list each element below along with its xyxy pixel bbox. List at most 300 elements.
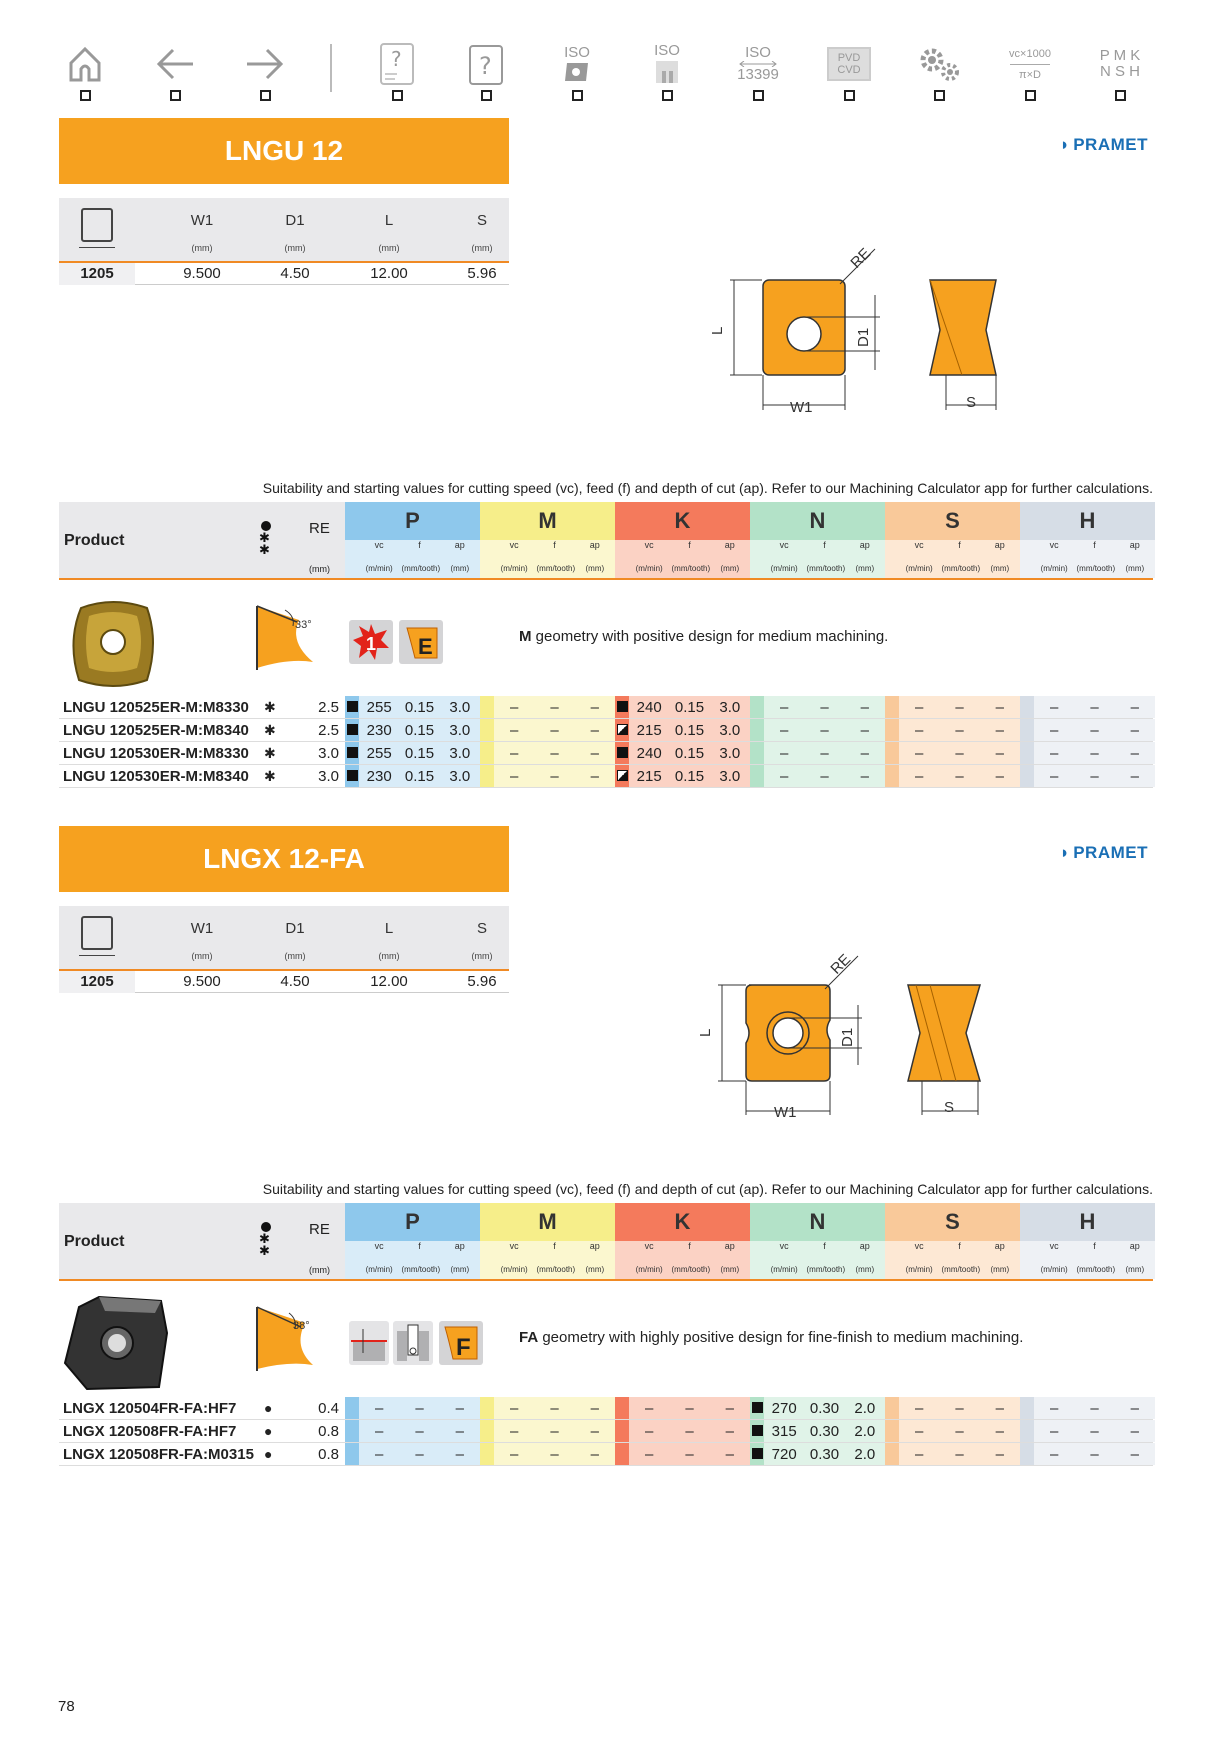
insert-shape-symbol: ✱ (264, 768, 276, 784)
nav-checkbox[interactable] (572, 90, 583, 101)
f-value: – (550, 699, 559, 716)
nav-checkbox[interactable] (80, 90, 91, 101)
cutting-data-p (345, 1397, 480, 1419)
iso-tool-button[interactable] (637, 40, 697, 106)
ap-value: – (1130, 1423, 1139, 1440)
cutting-data-k (615, 742, 750, 764)
pmk-label: P M K (1099, 47, 1141, 64)
f-value: – (955, 1446, 964, 1463)
machining-type-icon (393, 1321, 433, 1365)
sub-column-unit: (mm) (720, 1264, 740, 1274)
vc-value: 230 (366, 722, 392, 739)
sub-column-label: ap (724, 1241, 735, 1251)
label-d1: D1 (839, 1027, 856, 1047)
back-button[interactable] (145, 40, 205, 106)
vc-value: – (374, 1446, 384, 1463)
sub-column-unit: (m/min) (1040, 1264, 1068, 1274)
insert-dimension-icon (81, 208, 113, 242)
coating-button[interactable] (819, 40, 879, 106)
sub-column-unit: (mm/tooth) (941, 1264, 981, 1274)
insert-shape-symbol: ✱ (264, 722, 276, 738)
label-l: L (709, 326, 726, 335)
iso-tool-icon (637, 40, 697, 88)
cutting-data-s (885, 742, 1020, 764)
table-row[interactable] (59, 1420, 1153, 1443)
table-row[interactable] (59, 742, 1153, 765)
sub-column-label: f (823, 540, 826, 550)
ap-value: 3.0 (719, 722, 741, 739)
lead-angle-icon (249, 1303, 329, 1373)
sub-column-unit: (mm/tooth) (806, 563, 846, 573)
sub-column-label: f (418, 1241, 421, 1251)
help-button[interactable] (456, 40, 516, 106)
label-w1: W1 (790, 399, 813, 416)
f-value: – (820, 722, 829, 739)
f-value: – (550, 1400, 559, 1417)
corner-radius: 3.0 (318, 745, 339, 762)
cutting-data-n (750, 696, 885, 718)
sub-column-unit: (mm) (720, 563, 740, 573)
geometry-description: M geometry with positive design for medium machining. (519, 628, 889, 645)
ap-value: 3.0 (449, 722, 471, 739)
primary-suitability-icon (752, 1425, 763, 1436)
primary-suitability-icon (617, 701, 628, 712)
material-group-letter: P (405, 508, 420, 533)
sub-column-unit: (mm/tooth) (1076, 1264, 1116, 1274)
pramet-logo (1059, 135, 1148, 155)
sub-column-label: f (688, 1241, 691, 1251)
material-group-letter: H (1079, 508, 1096, 533)
product-code[interactable]: LNGU 120525ER-M:M8330 (63, 699, 249, 716)
ap-value: – (590, 1400, 599, 1417)
sub-column-label: ap (454, 540, 465, 550)
insert-side-view (930, 280, 996, 375)
cutting-data-s (885, 719, 1020, 741)
iso-label: ISO (654, 42, 680, 59)
re-column-label: RE (309, 520, 330, 537)
cutting-data-p (345, 742, 480, 764)
cutting-data-n (750, 765, 885, 787)
material-group-letter: N (809, 1209, 826, 1234)
cutting-data-n (750, 719, 885, 741)
ap-value: – (1130, 722, 1139, 739)
f-value: – (955, 768, 964, 785)
sub-column-label: ap (859, 540, 870, 550)
primary-suitability-icon (347, 701, 358, 712)
insert-shape-icon (259, 1221, 273, 1262)
sub-column-label: vc (509, 540, 519, 550)
forward-button[interactable] (235, 40, 295, 106)
sub-column-label: vc (779, 1241, 789, 1251)
sub-column-unit: (mm/tooth) (941, 563, 981, 573)
table-row[interactable] (59, 1443, 1153, 1466)
sub-column-unit: (mm) (585, 1264, 605, 1274)
product-info (59, 1283, 1153, 1393)
vc-value: – (644, 1423, 654, 1440)
secondary-suitability-icon (617, 770, 628, 781)
ap-value: 2.0 (854, 1400, 876, 1417)
cvd-label: CVD (837, 64, 861, 76)
sub-column-unit: (mm) (990, 1264, 1010, 1274)
sub-column-label: ap (1129, 540, 1140, 550)
sub-column-unit: (mm/tooth) (536, 1264, 576, 1274)
ap-value: – (1130, 1446, 1139, 1463)
cutting-data-p (345, 765, 480, 787)
sub-column-label: vc (509, 1241, 519, 1251)
geometry-description: FA geometry with highly positive design for fine-finish to medium machining. (519, 1329, 1024, 1346)
dim-col-s: S (mm) (471, 212, 493, 253)
section-title: LNGU 12 (59, 118, 509, 184)
cutting-data-s (885, 765, 1020, 787)
sub-column-unit: (mm/tooth) (671, 1264, 711, 1274)
cutting-data-h (1020, 1443, 1155, 1465)
product-code[interactable]: LNGX 120508FR-FA:M0315 (63, 1446, 254, 1463)
iso-insert-button[interactable] (547, 40, 607, 106)
corner-radius: 2.5 (318, 722, 339, 739)
label-w1: W1 (774, 1104, 797, 1121)
f-value: – (1090, 1423, 1099, 1440)
label-re: RE (827, 950, 855, 978)
cutting-data-m (480, 1420, 615, 1442)
ap-value: – (860, 768, 869, 785)
nav-checkbox[interactable] (1025, 90, 1036, 101)
sub-column-unit: (m/min) (905, 563, 933, 573)
formula-bottom: π×D (1019, 68, 1041, 81)
dimensions-table (59, 906, 509, 993)
material-group-s (885, 502, 1020, 578)
iso-insert-icon (547, 40, 607, 88)
f-value: – (1090, 745, 1099, 762)
sub-column-label: vc (374, 1241, 384, 1251)
sub-column-unit: (m/min) (500, 1264, 528, 1274)
coating-icon (819, 40, 879, 88)
product-code[interactable]: LNGU 120530ER-M:M8340 (63, 768, 249, 785)
pramet-logo (1059, 843, 1148, 863)
material-group-letter: P (405, 1209, 420, 1234)
vc-value: – (509, 1400, 519, 1417)
insert-shape-symbol: ✱ (264, 745, 276, 761)
ap-value: 3.0 (449, 768, 471, 785)
vc-value: 720 (771, 1446, 797, 1463)
label-s: S (944, 1099, 955, 1116)
iso-13399-button[interactable] (728, 40, 788, 106)
sub-column-label: ap (994, 540, 1005, 550)
ap-value: 3.0 (719, 768, 741, 785)
ap-value: – (995, 768, 1004, 785)
ap-value: – (455, 1400, 464, 1417)
corner-radius: 3.0 (318, 768, 339, 785)
f-value: – (415, 1446, 424, 1463)
sub-column-unit: (mm) (450, 563, 470, 573)
vc-value: – (644, 1400, 654, 1417)
f-value: 0.15 (404, 768, 435, 785)
vc-value: – (914, 1423, 924, 1440)
ap-value: – (455, 1423, 464, 1440)
product-table-header (59, 502, 1153, 580)
f-value: 0.15 (674, 699, 705, 716)
ap-value: – (590, 722, 599, 739)
f-value: – (955, 1400, 964, 1417)
material-group-letter: S (945, 508, 960, 533)
pramet-logo-icon: ◗ (1059, 135, 1071, 154)
insert-shape-symbol: ● (264, 1400, 273, 1416)
f-value: – (550, 1423, 559, 1440)
sub-column-label: f (418, 540, 421, 550)
insert-hole (773, 1018, 803, 1048)
product-code[interactable]: LNGU 120530ER-M:M8330 (63, 745, 249, 762)
insert-technical-drawing (680, 945, 1000, 1135)
primary-suitability-icon (347, 747, 358, 758)
insert-photo (67, 598, 159, 690)
ap-value: – (1130, 1400, 1139, 1417)
vc-value: – (644, 1446, 654, 1463)
help-icon (456, 40, 516, 88)
nav-checkbox[interactable] (481, 90, 492, 101)
sub-column-unit: (mm/tooth) (401, 563, 441, 573)
f-value: – (550, 745, 559, 762)
home-icon (55, 40, 115, 88)
cutting-data-m (480, 765, 615, 787)
application-badge (439, 1321, 483, 1365)
help-document-icon (367, 40, 427, 88)
cutting-data-k (615, 765, 750, 787)
label-s: S (966, 394, 977, 411)
nav-checkbox[interactable] (662, 90, 673, 101)
vc-value: – (374, 1423, 384, 1440)
corner-radius: 0.8 (318, 1446, 339, 1463)
product-code[interactable]: LNGX 120508FR-FA:HF7 (63, 1423, 237, 1440)
sub-column-label: ap (859, 1241, 870, 1251)
vc-value: – (509, 768, 519, 785)
material-group-k (615, 1203, 750, 1279)
svg-text:✱: ✱ (259, 1243, 270, 1257)
sub-column-label: f (688, 540, 691, 550)
nav-checkbox[interactable] (260, 90, 271, 101)
arrow-left-icon (145, 40, 205, 88)
f-value: – (1090, 699, 1099, 716)
product-table-header (59, 1203, 1153, 1281)
value-d1: 4.50 (280, 265, 310, 282)
insert-shape-symbol: ● (264, 1423, 273, 1439)
sub-column-label: vc (914, 540, 924, 550)
ap-value: – (1130, 699, 1139, 716)
f-value: – (415, 1423, 424, 1440)
primary-suitability-icon (752, 1402, 763, 1413)
material-group-n (750, 502, 885, 578)
f-value: 0.15 (674, 722, 705, 739)
sub-column-unit: (mm/tooth) (1076, 563, 1116, 573)
f-value: – (550, 768, 559, 785)
value-d1: 4.50 (280, 973, 310, 990)
primary-suitability-icon (347, 770, 358, 781)
f-value: 0.30 (809, 1446, 840, 1463)
cutting-data-h (1020, 1397, 1155, 1419)
dimensions-table (59, 198, 509, 285)
material-group-letter: K (674, 1209, 691, 1234)
sub-column-unit: (mm) (1125, 1264, 1145, 1274)
sub-column-unit: (mm) (1125, 563, 1145, 573)
product-table (59, 502, 1153, 785)
ap-value: – (995, 1446, 1004, 1463)
cutting-data-h (1020, 719, 1155, 741)
product-code[interactable]: LNGX 120504FR-FA:HF7 (63, 1400, 237, 1417)
settings-button[interactable] (909, 40, 969, 106)
cutting-data-m (480, 719, 615, 741)
ap-value: 2.0 (854, 1446, 876, 1463)
vc-value: – (914, 1400, 924, 1417)
sub-column-unit: (m/min) (635, 563, 663, 573)
vc-value: – (1049, 1423, 1059, 1440)
cutting-data-m (480, 742, 615, 764)
nsh-label: N S H (1099, 63, 1140, 80)
dim-col-d1: D1 (mm) (284, 212, 306, 253)
ap-value: – (995, 1400, 1004, 1417)
svg-text:F: F (456, 1334, 471, 1361)
nav-checkbox[interactable] (753, 90, 764, 101)
svg-text:?: ? (391, 47, 402, 71)
sub-column-unit: (m/min) (635, 1264, 663, 1274)
cutting-data-k (615, 696, 750, 718)
home-button[interactable] (55, 40, 115, 106)
vc-value: – (914, 745, 924, 762)
application-badge (399, 620, 443, 664)
ap-value: – (455, 1446, 464, 1463)
cutting-data-n (750, 1420, 885, 1442)
sub-column-label: vc (1049, 1241, 1059, 1251)
iso-label: ISO (745, 44, 771, 61)
vc-value: – (509, 745, 519, 762)
material-group-h (1020, 1203, 1155, 1279)
ap-value: – (1130, 745, 1139, 762)
re-unit: (mm) (309, 1265, 330, 1275)
vc-value: – (914, 1446, 924, 1463)
product-rows (59, 696, 1153, 788)
cutting-data-s (885, 696, 1020, 718)
insert-dimension-icon (81, 916, 113, 950)
svg-text:E: E (418, 634, 433, 659)
sub-column-label: f (1093, 1241, 1096, 1251)
formula-top: vc×1000 (1009, 47, 1051, 60)
sub-column-label: vc (644, 1241, 654, 1251)
sub-column-label: f (1093, 540, 1096, 550)
material-group-letter: K (674, 508, 691, 533)
table-row[interactable] (59, 696, 1153, 719)
ap-value: – (995, 1423, 1004, 1440)
product-rows (59, 1397, 1153, 1466)
material-group-letter: M (538, 508, 557, 533)
sub-column-unit: (mm) (855, 563, 875, 573)
cutting-data-k (615, 1443, 750, 1465)
f-value: – (820, 699, 829, 716)
f-value: – (1090, 1400, 1099, 1417)
product-column-label: Product (64, 532, 125, 549)
material-group-letter: M (538, 1209, 557, 1234)
page-number: 78 (58, 1698, 75, 1715)
product-code[interactable]: LNGU 120525ER-M:M8340 (63, 722, 249, 739)
vc-value: – (509, 699, 519, 716)
dim-col-w1: W1 (mm) (190, 920, 214, 961)
formula-icon (1000, 40, 1060, 88)
sub-column-label: f (553, 540, 556, 550)
f-value: – (820, 768, 829, 785)
label-l: L (697, 1028, 714, 1037)
nav-checkbox[interactable] (844, 90, 855, 101)
svg-text:?: ? (479, 52, 492, 80)
sub-column-unit: (m/min) (770, 1264, 798, 1274)
product-column-label: Product (64, 1233, 125, 1250)
vc-value: – (779, 745, 789, 762)
grade-badge (349, 620, 393, 664)
material-group-letter: S (945, 1209, 960, 1234)
vc-value: 240 (636, 745, 662, 762)
f-value: 0.30 (809, 1400, 840, 1417)
nav-checkbox[interactable] (934, 90, 945, 101)
sub-column-label: vc (1049, 540, 1059, 550)
cutting-data-h (1020, 696, 1155, 718)
table-row[interactable] (59, 765, 1153, 788)
cutting-depth-icon (349, 1321, 389, 1365)
ap-value: – (590, 1423, 599, 1440)
ap-value: 2.0 (854, 1423, 876, 1440)
cutting-data-h (1020, 765, 1155, 787)
sub-column-unit: (m/min) (905, 1264, 933, 1274)
calculator-button[interactable] (1000, 40, 1060, 106)
nav-checkbox[interactable] (170, 90, 181, 101)
re-column-label: RE (309, 1221, 330, 1238)
brand-name: PRAMET (1073, 135, 1148, 154)
ap-value: – (860, 722, 869, 739)
size-code: 1205 (59, 263, 135, 285)
help-document-button[interactable] (367, 40, 427, 106)
re-unit: (mm) (309, 564, 330, 574)
f-value: 0.15 (404, 699, 435, 716)
table-row[interactable] (59, 719, 1153, 742)
label-d1: D1 (855, 327, 872, 347)
f-value: – (955, 699, 964, 716)
ap-value: – (1130, 768, 1139, 785)
nav-checkbox[interactable] (392, 90, 403, 101)
vc-value: – (509, 722, 519, 739)
cutting-data-s (885, 1397, 1020, 1419)
ap-value: – (725, 1423, 734, 1440)
vc-value: – (1049, 722, 1059, 739)
corner-radius: 0.8 (318, 1423, 339, 1440)
dimensions-header (59, 198, 509, 263)
lead-angle-icon (249, 602, 329, 672)
material-groups-button[interactable] (1090, 40, 1150, 106)
nav-checkbox[interactable] (1115, 90, 1126, 101)
table-row[interactable] (59, 1397, 1153, 1420)
vc-value: – (914, 722, 924, 739)
value-w1: 9.500 (183, 265, 221, 282)
value-l: 12.00 (370, 973, 408, 990)
vc-value: – (509, 1446, 519, 1463)
f-value: – (820, 745, 829, 762)
vc-value: – (914, 699, 924, 716)
material-group-p (345, 1203, 480, 1279)
f-value: 0.15 (674, 768, 705, 785)
cutting-data-p (345, 719, 480, 741)
top-navigation (55, 40, 1155, 106)
suitability-note: Suitability and starting values for cutting speed (vc), feed (f) and depth of cut (ap). Refer to our Machining Calculator app for further calculations. (262, 480, 1153, 496)
sub-column-label: f (823, 1241, 826, 1251)
insert-shape-symbol: ✱ (264, 699, 276, 715)
vc-value: 240 (636, 699, 662, 716)
value-w1: 9.500 (183, 973, 221, 990)
sub-column-unit: (m/min) (1040, 563, 1068, 573)
f-value: – (1090, 1446, 1099, 1463)
insert-shape-icon (259, 520, 273, 561)
